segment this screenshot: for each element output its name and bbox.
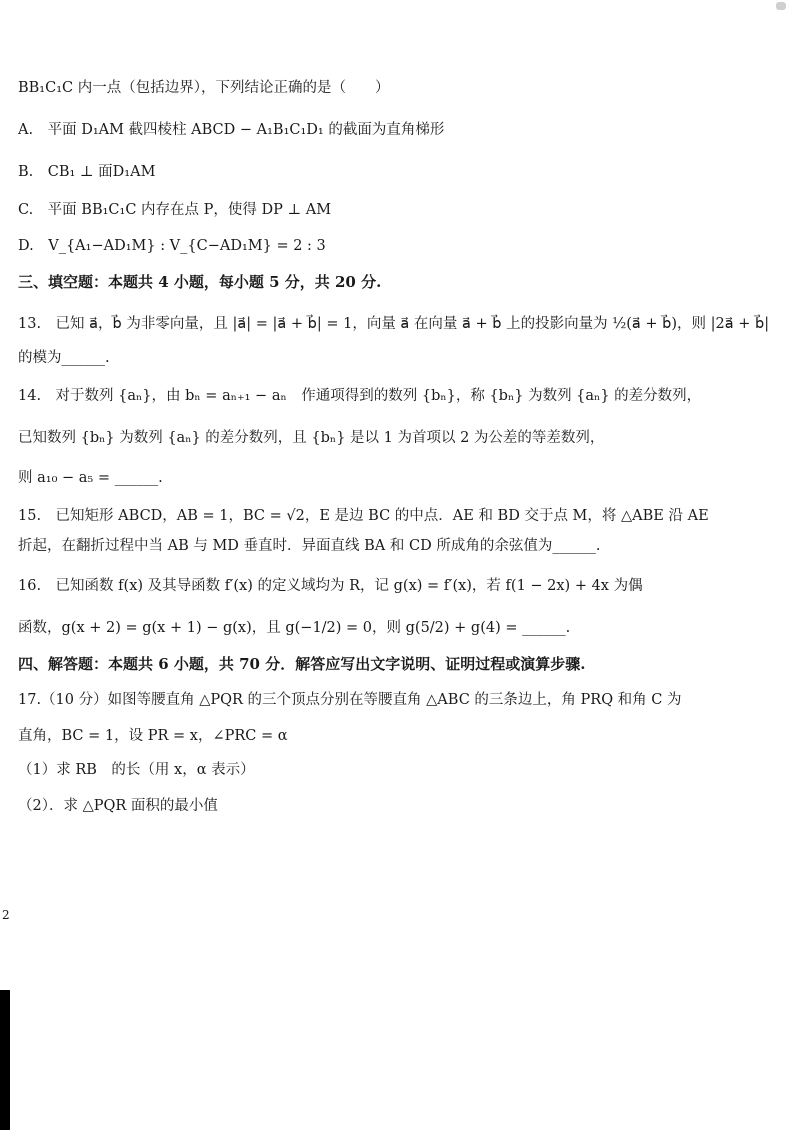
option-a: A. 平面 D₁AM 截四棱柱 ABCD − A₁B₁C₁D₁ 的截面为直角梯形 xyxy=(18,122,445,138)
question-13-cont: 的模为______. xyxy=(18,350,110,366)
section-answer-heading: 四、解答题：本题共 6 小题，共 70 分．解答应写出文字说明、证明过程或演算步骤. xyxy=(18,655,586,673)
scan-smudge xyxy=(776,2,786,10)
question-13: 13. 已知 a⃗，b⃗ 为非零向量，且 |a⃗| = |a⃗ + b⃗| = 1，向量 a⃗ 在向量 a⃗ + b⃗ 上的投影向量为 ½(a⃗ + b⃗)，则 |2a⃗ + b⃗| xyxy=(18,316,770,332)
question-16-cont: 函数，g(x + 2) = g(x + 1) − g(x)，且 g(−1/2) = 0，则 g(5/2) + g(4) = ______. xyxy=(18,620,571,636)
question-17: 17.（10 分）如图等腰直角 △PQR 的三个顶点分别在等腰直角 △ABC 的三条边上，角 PRQ 和角 C 为 xyxy=(18,692,682,708)
section-fill-in-heading: 三、填空题：本题共 4 小题，每小题 5 分，共 20 分. xyxy=(18,273,382,291)
question-14: 14. 对于数列 {aₙ}，由 bₙ = aₙ₊₁ − aₙ 作通项得到的数列 {bₙ}，称 {bₙ} 为数列 {aₙ} 的差分数列， xyxy=(18,388,702,404)
question-12-stem-end: BB₁C₁C 内一点（包括边界），下列结论正确的是（ ） xyxy=(18,80,390,96)
scan-edge-bar xyxy=(0,990,10,1130)
option-b: B. CB₁ ⊥ 面D₁AM xyxy=(18,164,156,180)
question-16: 16. 已知函数 f(x) 及其导函数 f′(x) 的定义域均为 R，记 g(x) = f′(x)，若 f(1 − 2x) + 4x 为偶 xyxy=(18,578,643,594)
question-17-part-2: （2）．求 △PQR 面积的最小值 xyxy=(18,798,218,814)
question-14-answer-line: 则 a₁₀ − a₅ = ______. xyxy=(18,470,163,486)
question-17-part-1: （1）求 RB 的长（用 x，α 表示） xyxy=(18,762,255,778)
page-number: 2 xyxy=(2,908,10,922)
question-15: 15. 已知矩形 ABCD，AB = 1，BC = √2，E 是边 BC 的中点．AE 和 BD 交于点 M，将 △ABE 沿 AE xyxy=(18,508,709,524)
question-14-cont: 已知数列 {bₙ} 为数列 {aₙ} 的差分数列，且 {bₙ} 是以 1 为首项以 2 为公差的等差数列， xyxy=(18,430,605,446)
option-c: C. 平面 BB₁C₁C 内存在点 P，使得 DP ⊥ AM xyxy=(18,202,332,218)
question-17-cont: 直角，BC = 1，设 PR = x，∠PRC = α xyxy=(18,728,288,744)
option-d: D. V_{A₁−AD₁M} : V_{C−AD₁M} = 2 : 3 xyxy=(18,238,326,254)
question-15-cont: 折起，在翻折过程中当 AB 与 MD 垂直时．异面直线 BA 和 CD 所成角的余弦值为______. xyxy=(18,538,601,554)
